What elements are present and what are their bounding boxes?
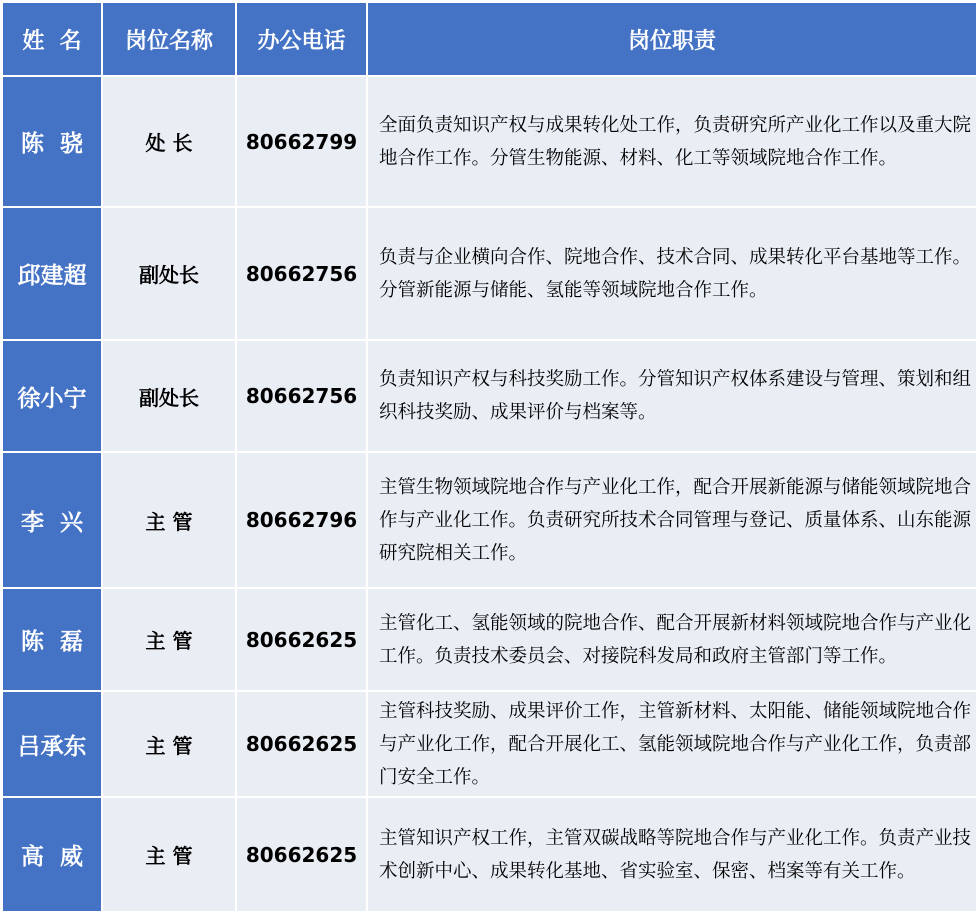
job-title: 主 管: [102, 588, 236, 691]
staff-duty-table: [1, 1, 977, 913]
job-duties: 主管知识产权工作，主管双碳战略等院地合作与产业化工作。负责产业技术创新中心、成果转化基地、省实验室、保密、档案等有关工作。: [367, 797, 977, 912]
job-duties: 主管生物领域院地合作与产业化工作，配合开展新能源与储能领域院地合作与产业化工作。负责研究所技术合同管理与登记、质量体系、山东能源研究院相关工作。: [367, 452, 977, 588]
person-name: 陈 磊: [2, 588, 102, 691]
office-phone: 80662756: [236, 340, 367, 452]
person-name: 徐小宁: [2, 340, 102, 452]
table-row: [2, 452, 977, 588]
table-row: [2, 691, 977, 797]
job-duties: 主管化工、氢能领域的院地合作、配合开展新材料领域院地合作与产业化工作。负责技术委员会、对接院科发局和政府主管部门等工作。: [367, 588, 977, 691]
job-duties: 负责知识产权与科技奖励工作。分管知识产权体系建设与管理、策划和组织科技奖励、成果评价与档案等。: [367, 340, 977, 452]
table-row: [2, 340, 977, 452]
job-title: 处 长: [102, 76, 236, 207]
office-phone: 80662756: [236, 207, 367, 340]
header-name: 姓 名: [2, 2, 102, 76]
job-duties: 全面负责知识产权与成果转化处工作，负责研究所产业化工作以及重大院地合作工作。分管生物能源、材料、化工等领域院地合作工作。: [367, 76, 977, 207]
job-title: 副处长: [102, 207, 236, 340]
job-title: 主 管: [102, 691, 236, 797]
person-name: 吕承东: [2, 691, 102, 797]
header-duty: 岗位职责: [367, 2, 977, 76]
table-row: [2, 588, 977, 691]
office-phone: 80662799: [236, 76, 367, 207]
office-phone: 80662796: [236, 452, 367, 588]
job-duties: 负责与企业横向合作、院地合作、技术合同、成果转化平台基地等工作。分管新能源与储能、氢能等领域院地合作工作。: [367, 207, 977, 340]
header-row: [2, 2, 977, 76]
header-title: 岗位名称: [102, 2, 236, 76]
person-name: 邱建超: [2, 207, 102, 340]
table-row: [2, 76, 977, 207]
person-name: 陈 骁: [2, 76, 102, 207]
office-phone: 80662625: [236, 797, 367, 912]
job-title: 主 管: [102, 452, 236, 588]
person-name: 高 威: [2, 797, 102, 912]
header-phone: 办公电话: [236, 2, 367, 76]
job-title: 主 管: [102, 797, 236, 912]
job-duties: 主管科技奖励、成果评价工作，主管新材料、太阳能、储能领域院地合作与产业化工作，配合开展化工、氢能领域院地合作与产业化工作，负责部门安全工作。: [367, 691, 977, 797]
table-row: [2, 207, 977, 340]
person-name: 李 兴: [2, 452, 102, 588]
office-phone: 80662625: [236, 588, 367, 691]
table-row: [2, 797, 977, 912]
job-title: 副处长: [102, 340, 236, 452]
office-phone: 80662625: [236, 691, 367, 797]
